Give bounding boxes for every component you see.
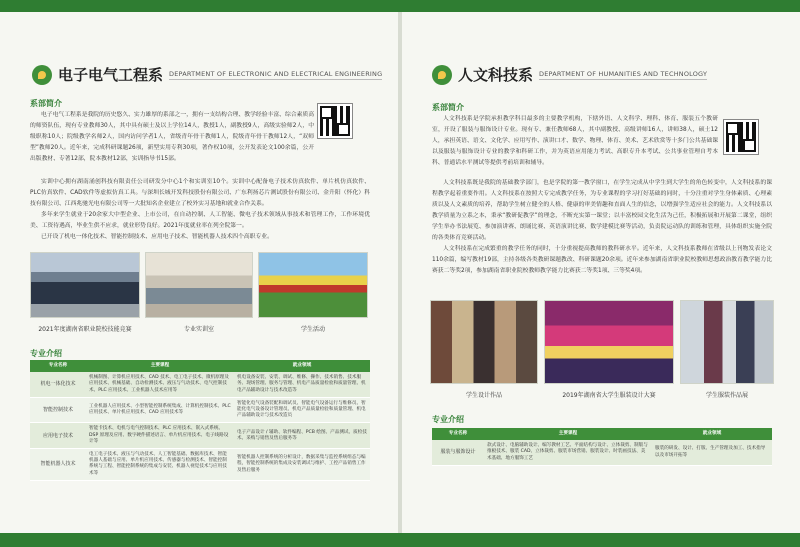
major-courses: 机械制图、计算机应用技术、CAD 技术、电工电子技术、微机原理及应用技术、机械基础、自动检测技术、液压与气动技术、电气控制技术、PLC 应用技术、工业机器人技术应用等 <box>86 372 234 397</box>
major-name: 应用电子技术 <box>30 423 86 449</box>
majors-heading: 专业介绍 <box>432 415 464 424</box>
right-page <box>402 12 800 533</box>
table-row <box>30 397 370 423</box>
photo-caption: 学生设计作品 <box>465 392 502 399</box>
leaf-icon <box>32 65 52 85</box>
major-jobs: 服装的研发、设计、打版、生产管理及加工、技术指导以及市场开拓等 <box>652 440 772 465</box>
intro-paragraph: 人文科技系在完成繁重的教学任务的同时，十分重视提高教师的教科研水平。近年来，人文科技系教师在省级以上刊物发表论文110余篇，编写教材19部，主持各级各类教研课题教改、科研课题20余项。近年来参加湖南省职业院校教师思想政治教育教学能力比赛获二等奖2项，参加湖南省职业院校教师教学能力比赛获二等奖1项、三等奖4项。 <box>432 246 772 274</box>
top-band <box>0 0 800 12</box>
majors-table <box>432 428 772 466</box>
major-courses: 电工电子技术、液压与气动技术、人工智能基础、数据库技术、智能机器人基础与应用、单片机应用技术、传感器与检测技术、智能控制系统与工程、智能控制系统的集成与安装、机器人视觉技术与应用技术等 <box>86 449 234 481</box>
photo-caption: 学生活动 <box>300 326 325 333</box>
leaf-icon <box>432 65 452 85</box>
dept-title-en: DEPARTMENT OF HUMANITIES AND TECHNOLOGY <box>539 69 708 78</box>
major-courses: 智能卡技术、电机与电气控制技术、PLC 应用技术、嵌入式系统、DSP 原理及应用、数字硬件描述语言、单片机应用技术、电子线路设计等 <box>86 423 234 449</box>
majors-table <box>30 360 370 481</box>
photo-lab <box>145 252 253 318</box>
intro-heading: 系部简介 <box>30 99 62 108</box>
major-jobs: 机电设备安装、安装、调试、维修、操作、技术销售、技术服务、现场管理、服务与管理、机电产品质量检验和质量管理、机电产品辅助设计与技术改造等 <box>234 372 370 397</box>
table-row <box>432 440 772 465</box>
table-row <box>30 423 370 449</box>
major-courses: 款式设计、电脑辅助设计、编写教材工艺、平面结构与设计、立体裁剪、制版与推板技术、服装 CAD、立体裁剪、服装市场营销、服装设计、时装画技法、美术基础、地方服饰工艺 <box>484 440 652 465</box>
photo-fashion-show <box>680 300 774 384</box>
major-name: 智能机器人技术 <box>30 449 86 481</box>
qr-code-icon <box>318 104 352 138</box>
column-header: 专业名称 <box>432 428 484 440</box>
intro-paragraph: 人文科技系是学院承担教学科目最多的主要教学机构，下辖外语、人文科学、理科、体育、服装五个教研室，开设了服装与服饰设计专业。现有专、兼任教师68人，其中副教授、高级讲师16人，讲师38人，硕士12人，承担英语、语文、文化学、应用写作、演讲口才、数学、物理、体育、美术、艺术欣赏等十多门公共基础课以及服装与服饰设计专业的教学和科研工作，并为英语应用能力考试、高职专升本考试、公共事业管理自考本科、普通话水平测试等提供考前培训和辅导。 <box>432 116 718 166</box>
dept-title: 人文科技系 <box>458 66 534 84</box>
column-header: 就业领域 <box>234 360 370 372</box>
left-page <box>0 12 398 533</box>
major-jobs: 智能机器人控制系统的分析设计，数据采集与监控系统组态与编程，智能控制系统的集成及安装调试与维护、工控产品销售工作及售后服务 <box>234 449 370 481</box>
column-header: 主要课程 <box>86 360 234 372</box>
column-header: 就业领域 <box>652 428 772 440</box>
intro-heading: 系部简介 <box>432 103 464 112</box>
major-jobs: 电子产品设计 / 辅助、软件编程、PCB 绘图、产品测试、质检技术、采购与销售及售后服务等 <box>234 423 370 449</box>
left-dept-header <box>32 64 382 85</box>
intro-paragraph: 实训中心拥有湖南涌创科技有限责任公司研发分中心1个和实训室10个。实训中心配备电子技术仿真软件、单片机仿真软件、PLC仿真软件、CAD软件等虚拟仿真工具。与深圳长城开发科技股份有限公司、广东利扬芯片测试股份有限公司、金升阳（怀化）科技有限公司、江西兆驰光电有限公司等一大批知名企业建立了校外实习基地和就业合作关系。 <box>30 179 370 207</box>
photo-fashion-contest <box>544 300 674 384</box>
intro-paragraph: 电子电气工程系是我院的历史悠久、实力雄厚的系部之一，拥有一支结构合理、教学经验丰富、综合素质高的师资队伍，现有专业教师30人，其中具有硕士及以上学位14人，教授1人，副教授9人，高级实验师2人，中级职称10人；院级教学名师2人，国内访问学者1人，省级青年骨干教师1人，院级青年骨干教师12人，“双师型”教师20人。近年来，完成科研课题26项，新型实用专利30项，著作权10项，公开发表论文100余篇，公开出版教材、专著12部，院本教材12部，实训指导书15部。 <box>30 112 314 162</box>
major-name: 智能控制技术 <box>30 397 86 423</box>
intro-paragraph: 多年来学生就业于20余家大中型企业、上市公司，在自动控制、人工智能、微电子技术领域从事技术和管理工作，工作环境优美、工资待遇高，毕业生供不应求，就业形势良好。2021年度就业率在列全院第一。 <box>30 212 370 229</box>
column-header: 主要课程 <box>484 428 652 440</box>
right-dept-header <box>432 64 707 85</box>
major-courses: 工业机器人应用技术、小型智能控制系统集成、计算机控制技术、PLC 应用技术、单片机应用技术、CAD 应用技术等 <box>86 397 234 423</box>
photo-caption: 2019年湖南省大学生服装设计大赛 <box>562 392 656 399</box>
photo-competition <box>30 252 140 318</box>
dept-title: 电子电气工程系 <box>58 66 164 84</box>
dept-title-en: DEPARTMENT OF ELECTRONIC AND ELECTRICAL ENGINEERING <box>169 69 383 78</box>
photo-activity <box>258 252 368 318</box>
photo-caption: 2021年度湖南省职业院校技能竞赛 <box>38 326 132 333</box>
qr-code-icon <box>724 120 758 154</box>
intro-paragraph: 已开设了机电一体化技术、智能控制技术、应用电子技术、智能机器人技术四个高职专业。 <box>41 234 273 240</box>
major-name: 机电一体化技术 <box>30 372 86 397</box>
table-row <box>30 449 370 481</box>
photo-design-works <box>430 300 538 384</box>
photo-caption: 专业实训室 <box>183 326 214 333</box>
majors-heading: 专业介绍 <box>30 349 62 358</box>
intro-paragraph: 人文科技系既是我院的基础教学部门，也是学院的第一教学窗口，在学生完成从中学生到大学生的角色转变中，人文科技系的课程教学起着重要作用。人文科技系在按照大专完成教学任务，为专业课程的学习打好基础的同时，十分注重对学生身体素质、心理素质以及人文素质的培养，帮助学生树立健全的人格、健康的审美情趣和直面人生的信念，以增强学生适应社会的能力。人文科技系以教学质量为立系之本，秉承“教研促教学”的理念，不断充实第一课堂；以丰富校园文化生活为己任，积极拓展和开展第二课堂，组织学生举办书法展览、参加演讲赛、朗诵比赛、英语演讲比赛、数学建模比赛等活动，负责院运动队的训练和管理，具体组织实施全院的各类体育竞赛活动。 <box>432 180 772 241</box>
major-name: 服装与服饰设计 <box>432 440 484 465</box>
photo-caption: 学生服装作品展 <box>705 392 748 399</box>
major-jobs: 智能化电气设备装配和调试员、智能电气设备运行与维修员、智能化电气设备设计管理员、机电产品质量检验和质量管理、机电产品辅助设计与技术改造员 <box>234 397 370 423</box>
table-row <box>30 372 370 397</box>
column-header: 专业名称 <box>30 360 86 372</box>
bottom-band <box>0 533 800 547</box>
